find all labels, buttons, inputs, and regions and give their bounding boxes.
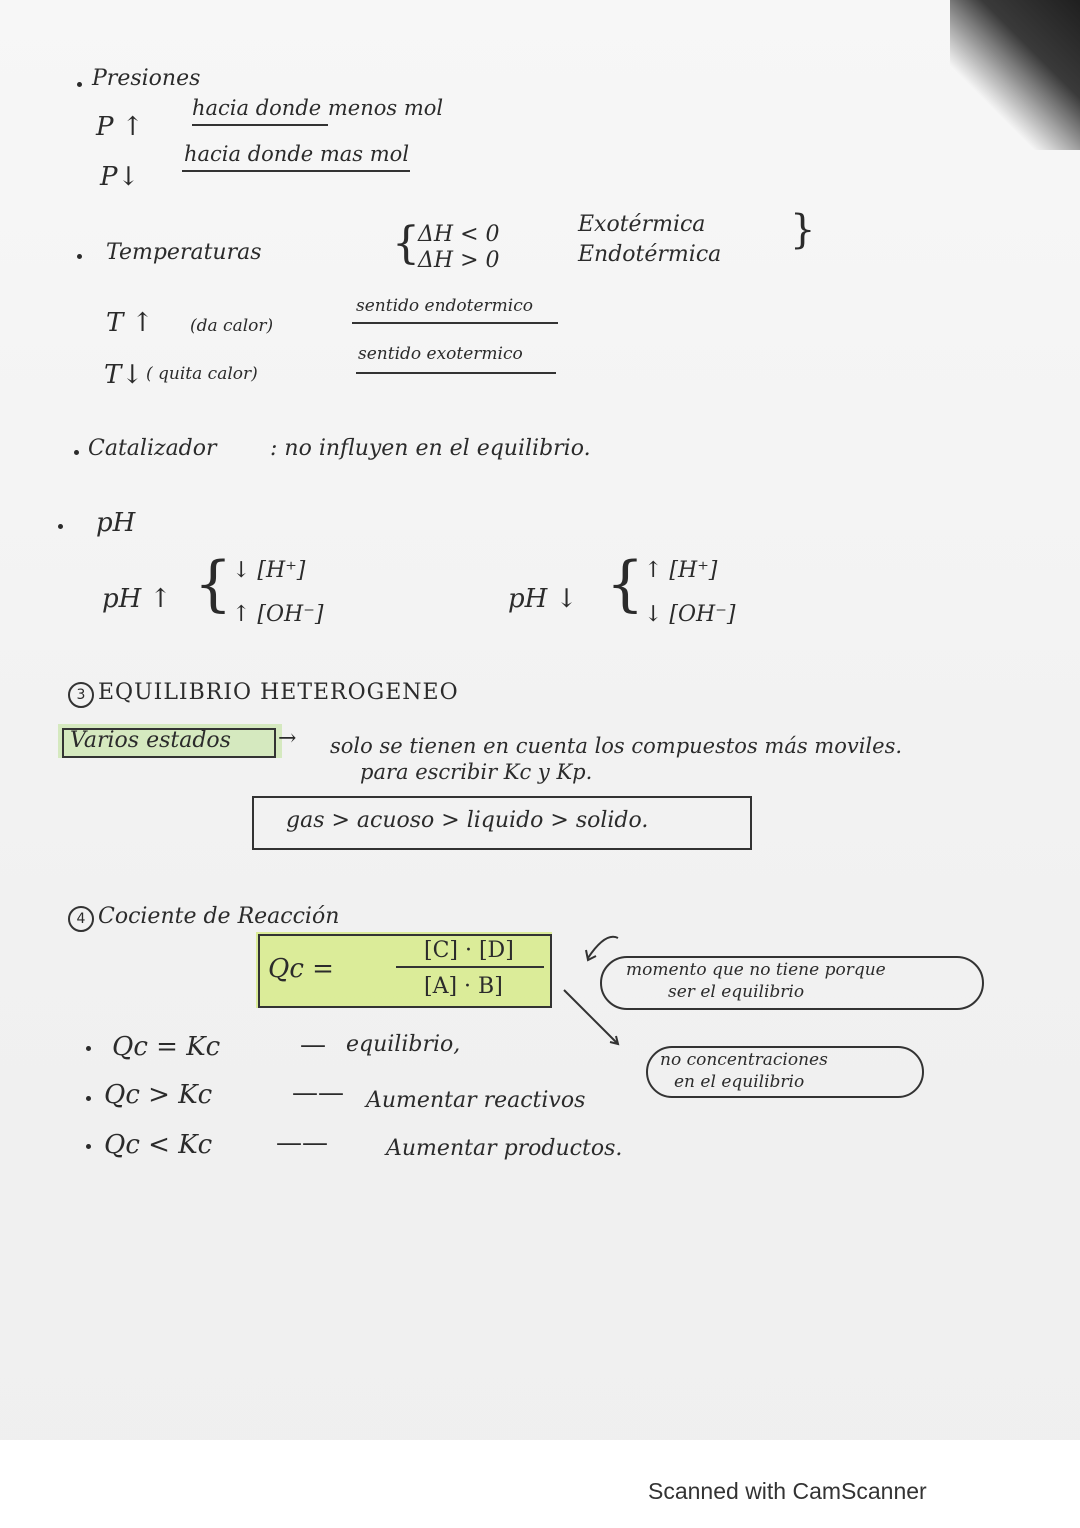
t-down-effect: sentido exotermico (358, 344, 523, 364)
arrow-right-icon: → (278, 726, 297, 751)
brace: } (790, 207, 816, 253)
section-number-3: 3 (68, 682, 94, 708)
note1-line2: ser el equilibrio (668, 982, 805, 1002)
formula-denominator: [A] · B] (424, 974, 503, 999)
presiones-title: Presiones (92, 66, 201, 91)
p-up-rule: hacia donde menos mol (192, 96, 444, 120)
case-result: Aumentar productos. (386, 1136, 623, 1161)
page-corner-shadow (950, 0, 1080, 150)
dh-positive: ΔH > 0 (418, 248, 500, 273)
heterogeneo-heading: EQUILIBRIO HETEROGENEO (98, 680, 459, 705)
bullet (74, 450, 79, 455)
scanner-watermark: Scanned with CamScanner (648, 1478, 927, 1504)
endotermica: Endotérmica (578, 242, 722, 267)
ph-up-oh: ↑ [OH⁻] (232, 602, 324, 627)
case-arrow: — (300, 1030, 326, 1060)
p-down-rule: hacia donde mas mol (184, 142, 410, 166)
bullet (77, 82, 82, 87)
section-number-4: 4 (68, 906, 94, 932)
underline (352, 322, 558, 324)
underline (182, 170, 410, 172)
case-result: Aumentar reactivos (366, 1088, 586, 1113)
fraction-bar (396, 966, 544, 968)
state-order: gas > acuoso > liquido > solido. (286, 808, 649, 833)
underline (356, 372, 556, 374)
case-condition: Qc = Kc (112, 1032, 221, 1062)
varios-estados: Varios estados (70, 728, 231, 753)
note1-line1: momento que no tiene porque (626, 960, 886, 980)
dh-negative: ΔH < 0 (418, 222, 500, 247)
catalizador-title: Catalizador (88, 436, 217, 461)
t-up-note: (da calor) (190, 316, 274, 336)
heterogeneo-line2: para escribir Kc y Kp. (360, 760, 593, 784)
bullet (86, 1144, 91, 1149)
t-up: T ↑ (106, 308, 154, 338)
t-up-effect: sentido endotermico (356, 296, 533, 316)
brace: { (392, 218, 420, 269)
bullet (58, 524, 63, 529)
case-condition: Qc > Kc (104, 1080, 213, 1110)
note2-line1: no concentraciones (660, 1050, 828, 1070)
ph-up-label: pH ↑ (102, 584, 172, 614)
qc-label: Qc = (268, 954, 334, 984)
bullet (86, 1096, 91, 1101)
temperaturas-title: Temperaturas (106, 240, 262, 265)
note2-line2: en el equilibrio (674, 1072, 805, 1092)
bullet (77, 254, 82, 259)
ph-down-label: pH ↓ (508, 584, 578, 614)
case-arrow: —— (276, 1128, 328, 1158)
brace: { (606, 549, 645, 619)
heterogeneo-line1: solo se tienen en cuenta los compuestos más moviles. (330, 734, 903, 758)
case-condition: Qc < Kc (104, 1130, 213, 1160)
underline (192, 124, 328, 126)
case-arrow: —— (292, 1078, 344, 1108)
t-down-note: ( quita calor) (146, 364, 258, 384)
p-up: P ↑ (96, 112, 144, 142)
ph-down-oh: ↓ [OH⁻] (644, 602, 736, 627)
ph-up-h: ↓ [H⁺] (232, 558, 306, 583)
cociente-heading: Cociente de Reacción (98, 904, 340, 929)
t-down: T↓ (104, 360, 144, 390)
catalizador-text: : no influyen en el equilibrio. (270, 436, 591, 461)
case-result: equilibrio, (346, 1032, 461, 1057)
brace: { (194, 549, 233, 619)
ph-title: pH (96, 508, 136, 538)
bullet (86, 1046, 91, 1051)
ph-down-h: ↑ [H⁺] (644, 558, 718, 583)
exotermica: Exotérmica (578, 212, 706, 237)
formula-numerator: [C] · [D] (424, 938, 514, 963)
p-down: P↓ (100, 162, 140, 192)
